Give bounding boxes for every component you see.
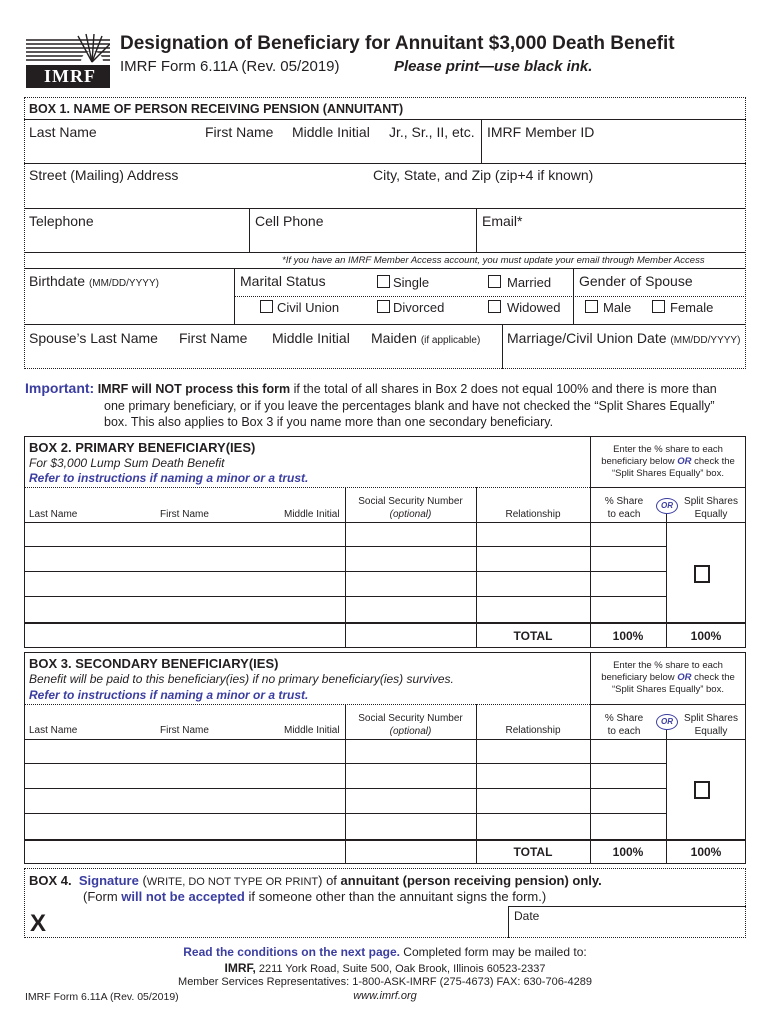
- single-checkbox[interactable]: [377, 275, 390, 288]
- box3-enter-l2a: beneficiary below: [601, 672, 675, 683]
- signature-x-mark: X: [30, 910, 47, 937]
- box1-title: BOX 1. NAME OF PERSON RECEIVING PENSION (ANNUITANT): [29, 102, 404, 116]
- maiden-label: Maiden: [371, 330, 417, 346]
- important-bold: IMRF will NOT process this form: [97, 382, 291, 396]
- box3-enter-instructions: [590, 660, 746, 696]
- spouse-middle-initial-field[interactable]: Middle Initial: [272, 330, 350, 346]
- table-row[interactable]: [24, 522, 666, 547]
- box2-total-share: 100%: [612, 629, 644, 643]
- box2-subtitle: For $3,000 Lump Sum Death Benefit: [29, 456, 225, 470]
- box2-or-badge: OR: [656, 498, 678, 514]
- box3-col-rel: Relationship: [505, 725, 561, 736]
- box4-note: [83, 889, 546, 904]
- box3-enter-l1: Enter the % share to each: [613, 660, 723, 671]
- form-title: Designation of Beneficiary for Annuitant $3,000 Death Benefit: [120, 33, 675, 54]
- city-state-zip-field[interactable]: City, State, and Zip (zip+4 if known): [373, 167, 594, 183]
- footer-mail: Completed form may be mailed to:: [403, 945, 587, 959]
- box2-col-split-2: Equally: [694, 509, 728, 520]
- suffix-field[interactable]: Jr., Sr., II, etc.: [389, 124, 475, 140]
- box2-total-label: TOTAL: [513, 629, 553, 643]
- cell-phone-field[interactable]: Cell Phone: [255, 213, 324, 229]
- box2-col-share-2: to each: [607, 509, 641, 520]
- box2-enter-l2: [590, 456, 746, 468]
- table-row[interactable]: [24, 764, 666, 789]
- logo-text: IMRF: [44, 66, 96, 86]
- box3-col-first: First Name: [160, 725, 209, 736]
- table-row[interactable]: [24, 547, 666, 572]
- box3-enter-l3: “Split Shares Equally” box.: [612, 684, 724, 695]
- box3-split-equally-checkbox[interactable]: [694, 781, 710, 799]
- box2-enter-l2a: beneficiary below: [601, 456, 675, 467]
- divider: [502, 324, 503, 369]
- box3-total-share: 100%: [612, 845, 644, 859]
- first-name-field[interactable]: First Name: [205, 124, 274, 140]
- divider: [24, 119, 746, 120]
- box3-enter-l2b: check the: [694, 672, 735, 683]
- box3-total-split: 100%: [690, 845, 722, 859]
- important-label: Important:: [25, 380, 95, 396]
- divider: [476, 208, 477, 252]
- box2-col-ssn: [345, 495, 476, 521]
- divider: [24, 252, 746, 253]
- table-row[interactable]: [24, 597, 666, 622]
- box3-col-share-2: to each: [607, 726, 641, 737]
- footer-read-conditions: Read the conditions on the next page.: [183, 945, 400, 959]
- box4-write: WRITE, DO NOT TYPE OR PRINT: [146, 876, 319, 888]
- email-note: *If you have an IMRF Member Access account, you must update your email through Member Access: [282, 255, 705, 266]
- middle-initial-field[interactable]: Middle Initial: [292, 124, 370, 140]
- female-label: Female: [670, 300, 714, 315]
- box2-enter-instructions: [590, 444, 746, 480]
- divorced-checkbox[interactable]: [377, 300, 390, 313]
- divider: [24, 268, 746, 269]
- divorced-label: Divorced: [393, 300, 445, 315]
- box3-col-mi: Middle Initial: [284, 725, 340, 736]
- male-checkbox[interactable]: [585, 300, 598, 313]
- married-label: Married: [507, 275, 552, 290]
- gender-spouse-label: Gender of Spouse: [579, 273, 693, 289]
- box2-col-last: Last Name: [29, 509, 78, 520]
- box4-paren-close: ) of: [318, 873, 337, 888]
- box2-title: BOX 2. PRIMARY BENEFICIARY(IES): [29, 440, 256, 455]
- divider: [24, 839, 746, 841]
- box3-col-ssn-opt: (optional): [389, 726, 432, 737]
- box2-col-split-1: Split Shares: [684, 496, 738, 507]
- box2-col-first: First Name: [160, 509, 209, 520]
- box2-col-rel: Relationship: [505, 509, 561, 520]
- spouse-last-name-field[interactable]: Spouse’s Last Name: [29, 330, 158, 346]
- important-notice: [25, 380, 717, 396]
- box4-form-rest: if someone other than the annuitant signs the form.): [248, 889, 547, 904]
- box3-col-ssn-label: Social Security Number: [358, 713, 463, 724]
- box3-subtitle: Benefit will be paid to this beneficiary(ies) if no primary beneficiary(ies) survives.: [29, 672, 454, 686]
- table-row[interactable]: [24, 739, 666, 764]
- divider: [249, 208, 250, 252]
- important-line3: box. This also applies to Box 3 if you name more than one secondary beneficiary.: [104, 415, 554, 429]
- footer-address-line: [0, 961, 770, 975]
- box2-enter-l3: “Split Shares Equally” box.: [612, 468, 724, 479]
- civil-union-checkbox[interactable]: [260, 300, 273, 313]
- important-line1: if the total of all shares in Box 2 does not equal 100% and there is more than: [293, 382, 717, 396]
- birthdate-field[interactable]: [29, 273, 159, 289]
- box4-form-open: (Form: [83, 889, 118, 904]
- divider: [481, 119, 482, 163]
- divider: [24, 704, 590, 705]
- maiden-name-field[interactable]: [371, 330, 480, 346]
- last-name-field[interactable]: Last Name: [29, 124, 97, 140]
- box2-col-ssn-opt: (optional): [389, 509, 432, 520]
- box2-enter-l1: Enter the % share to each: [613, 444, 723, 455]
- box2-refer: Refer to instructions if naming a minor or a trust.: [29, 471, 309, 485]
- box3-enter-l2: [590, 672, 746, 684]
- divider: [590, 704, 746, 705]
- box3-col-last: Last Name: [29, 725, 78, 736]
- divider: [24, 163, 746, 164]
- footer-imrf: IMRF,: [224, 961, 256, 975]
- divider: [508, 906, 509, 938]
- member-id-field[interactable]: IMRF Member ID: [487, 124, 595, 140]
- footer-web[interactable]: www.imrf.org: [353, 990, 417, 1002]
- marital-status-label: Marital Status: [240, 273, 326, 289]
- divider: [666, 514, 667, 648]
- street-address-field[interactable]: Street (Mailing) Address: [29, 167, 179, 183]
- divider: [24, 487, 590, 488]
- box2-col-ssn-label: Social Security Number: [358, 496, 463, 507]
- maiden-note: (if applicable): [420, 335, 481, 346]
- box3-col-split: [676, 712, 746, 738]
- box3-title: BOX 3. SECONDARY BENEFICIARY(IES): [29, 656, 279, 671]
- widowed-checkbox[interactable]: [488, 300, 501, 313]
- box4-paren-open: (: [142, 873, 147, 888]
- email-field[interactable]: Email*: [482, 213, 523, 229]
- marriage-date-field[interactable]: [507, 330, 740, 346]
- birthdate-format: (MM/DD/YYYY): [88, 278, 159, 289]
- spouse-first-name-field[interactable]: First Name: [179, 330, 248, 346]
- box3-col-share: [596, 712, 652, 738]
- box4-label: BOX 4.: [29, 873, 72, 888]
- box3-col-share-1: % Share: [604, 713, 644, 724]
- box2-col-share-1: % Share: [604, 496, 644, 507]
- box4-annuitant: annuitant (person receiving pension) only.: [340, 873, 602, 888]
- table-row[interactable]: [24, 814, 666, 839]
- box1-frame: [24, 97, 746, 369]
- civil-union-label: Civil Union: [277, 300, 340, 315]
- box3-total-label: TOTAL: [513, 845, 553, 859]
- divider: [24, 324, 746, 325]
- divider: [590, 487, 746, 488]
- box3-enter-or: OR: [677, 672, 692, 683]
- table-row[interactable]: [24, 789, 666, 814]
- female-checkbox[interactable]: [652, 300, 665, 313]
- married-checkbox[interactable]: [488, 275, 501, 288]
- box2-col-share: [596, 495, 652, 521]
- box3-col-split-2: Equally: [694, 726, 728, 737]
- male-label: Male: [603, 300, 632, 315]
- box3-col-split-1: Split Shares: [684, 713, 738, 724]
- table-row[interactable]: [24, 572, 666, 597]
- divider: [666, 522, 746, 523]
- box2-enter-l2b: check the: [694, 456, 735, 467]
- divider: [666, 730, 667, 864]
- single-label: Single: [393, 275, 430, 290]
- box3-refer: Refer to instructions if naming a minor or a trust.: [29, 688, 309, 702]
- form-id: IMRF Form 6.11A (Rev. 05/2019): [120, 58, 340, 75]
- box2-enter-or: OR: [677, 456, 692, 467]
- box4-not-accepted: will not be accepted: [121, 889, 245, 904]
- important-line2: one primary beneficiary, or if you leave the percentages blank and have not checked the “Split Shares Equally”: [104, 399, 715, 413]
- widowed-label: Widowed: [507, 300, 561, 315]
- divider: [234, 296, 746, 297]
- box4-heading: [29, 873, 602, 888]
- divider: [24, 622, 746, 624]
- divider: [508, 906, 746, 907]
- box3-col-ssn: [345, 712, 476, 738]
- footer-reps: Member Services Representatives: 1-800-ASK-IMRF (275-4673) FAX: 630-706-4289: [178, 976, 592, 988]
- birthdate-label: Birthdate: [29, 273, 86, 289]
- marriage-date-label: Marriage/Civil Union Date: [507, 330, 667, 346]
- box2-total-split: 100%: [690, 629, 722, 643]
- divider: [24, 208, 746, 209]
- box3-or-badge: OR: [656, 714, 678, 730]
- imrf-logo: [26, 32, 110, 88]
- telephone-field[interactable]: Telephone: [29, 213, 94, 229]
- footer-address: 2211 York Road, Suite 500, Oak Brook, Illinois 60523-2337: [258, 963, 546, 975]
- signature-field[interactable]: [56, 906, 508, 938]
- box4-signature: Signature: [78, 873, 139, 888]
- footer-read: [0, 945, 770, 959]
- box2-col-mi: Middle Initial: [284, 509, 340, 520]
- marriage-date-format: (MM/DD/YYYY): [670, 335, 741, 346]
- box2-col-split: [676, 495, 746, 521]
- box2-split-equally-checkbox[interactable]: [694, 565, 710, 583]
- date-field[interactable]: Date: [514, 909, 540, 923]
- footer-form-id: IMRF Form 6.11A (Rev. 05/2019): [25, 991, 179, 1003]
- print-note: Please print—use black ink.: [394, 58, 593, 75]
